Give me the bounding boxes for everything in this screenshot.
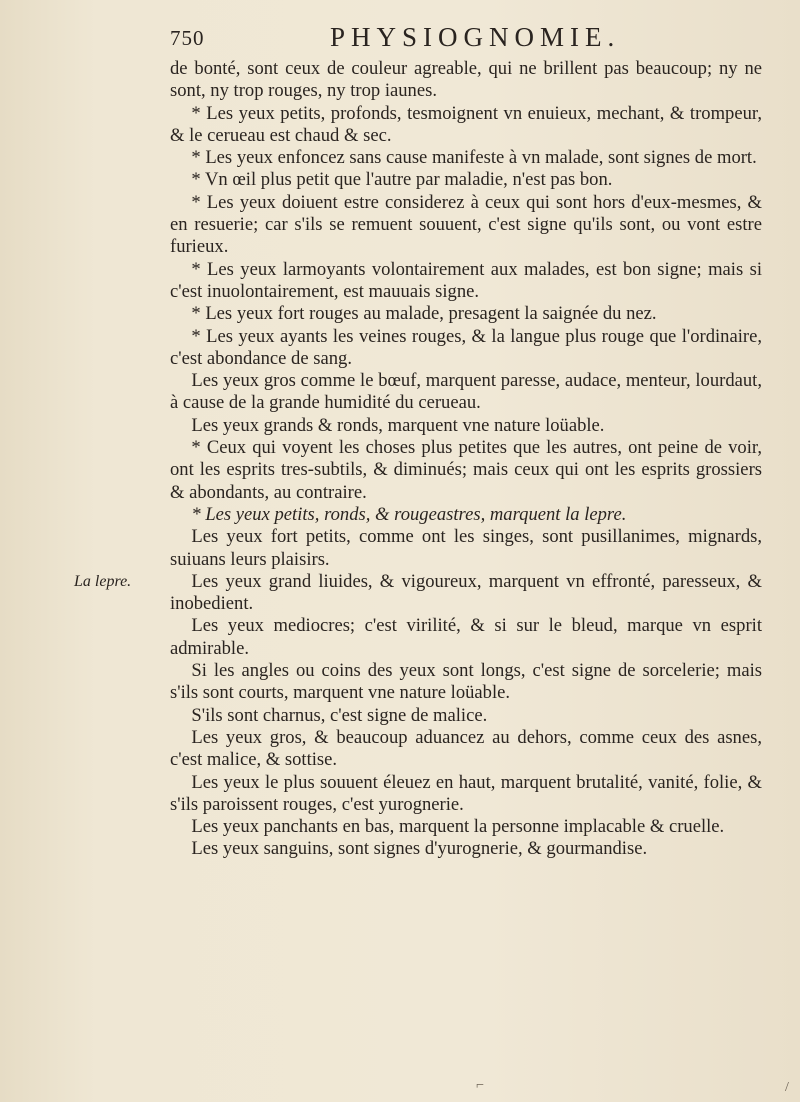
paragraph: * Les yeux ayants les veines rouges, & la langue plus rouge que l'ordinaire, c'est abondance de sang. (170, 325, 762, 369)
paragraph: * Vn œil plus petit que l'autre par maladie, n'est pas bon. (191, 169, 613, 191)
paragraph-italic: * Les yeux petits, ronds, & rougeastres, marquent la lepre. (191, 503, 627, 525)
paragraph: Les yeux fort petits, comme ont les singes, sont pusillanimes, mignards, suiuans leurs plaisirs. (170, 526, 762, 570)
paragraph: Les yeux sanguins, sont signes d'yurognerie, & gourmandise. (191, 838, 648, 860)
paragraph: Les yeux gros, & beaucoup aduancez au dehors, comme ceux des asnes, c'est malice, & sottise. (170, 726, 762, 771)
paragraph: * Les yeux enfoncez sans cause manifeste à vn malade, sont signes de mort. (191, 147, 757, 169)
running-title: PHYSIOGNOMIE. (330, 22, 621, 52)
paragraph: Les yeux mediocres; c'est virilité, & si sur le bleud, marque vn esprit admirable. (170, 615, 762, 659)
paragraph: Si les angles ou coins des yeux sont longs, c'est signe de sorcelerie; mais s'ils sont courts, marquent vne nature loüable. (170, 660, 762, 704)
page-header (170, 22, 730, 56)
paragraph: * Les yeux larmoyants volontairement aux malades, est bon signe; mais si c'est inuolontairement, est mauuais signe. (170, 258, 762, 302)
page-number: 750 (170, 26, 205, 50)
ink-mark: / (785, 1080, 789, 1095)
paragraph: Les yeux gros comme le bœuf, marquent paresse, audace, menteur, lourdaut, à cause de la grande humidité du cerueau. (170, 370, 762, 414)
margin-note: La lepre. (74, 573, 132, 590)
paragraph: Les yeux panchants en bas, marquent la personne implacable & cruelle. (191, 816, 725, 838)
paragraph: * Ceux qui voyent les choses plus petites que les autres, ont peine de voir, ont les esprits tres-subtils, & diminués; mais ceux qui ont les esprits grossiers & abondants, au contraire. (170, 437, 762, 503)
paragraph: * Les yeux doiuent estre considerez à ceux qui sont hors d'eux-mesmes, & en resuerie; car s'ils se remuent souuent, c'est signe qu'ils sont, ou vont estre furieux. (170, 191, 762, 258)
paragraph: de bonté, sont ceux de couleur agreable, qui ne brillent pas beaucoup; ny ne sont, ny trop rouges, ny trop iaunes. (170, 58, 762, 102)
ink-mark: ⌐ (476, 1078, 484, 1093)
paragraph: Les yeux le plus souuent éleuez en haut, marquent brutalité, vanité, folie, & s'ils paroissent rouges, c'est yurognerie. (170, 771, 762, 815)
paragraph: * Les yeux fort rouges au malade, presagent la saignée du nez. (191, 303, 657, 325)
paragraph: Les yeux grands & ronds, marquent vne nature loüable. (191, 414, 605, 436)
paragraph: Les yeux grand liuides, & vigoureux, marquent vn effronté, paresseux, & inobedient. (170, 570, 762, 615)
body-text (170, 58, 762, 861)
paragraph: * Les yeux petits, profonds, tesmoignent vn enuieux, mechant, & trompeur, & le cerueau est chaud & sec. (170, 102, 762, 146)
paragraph: S'ils sont charnus, c'est signe de malice. (191, 704, 488, 726)
